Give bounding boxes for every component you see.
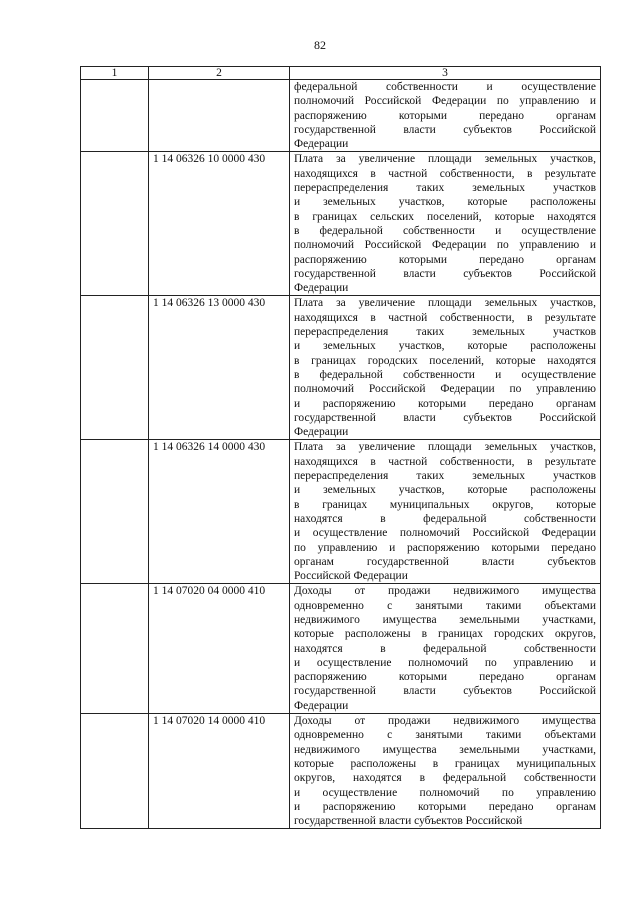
- table-row: [81, 80, 601, 152]
- table-row: [81, 296, 601, 440]
- description-line: недвижимого имущества земельными участками,: [294, 613, 596, 626]
- revenue-description: [290, 80, 601, 152]
- description-line: находящихся в частной собственности, в результате: [294, 311, 596, 324]
- description-line: и осуществление полномочий по управлению: [294, 786, 596, 799]
- budget-classification-code: 1 14 06326 10 0000 430: [149, 152, 290, 296]
- revenue-codes-table: [80, 66, 601, 829]
- description-line: находящихся в частной собственности, в результате: [294, 167, 596, 180]
- description-line: перераспределения таких земельных участков: [294, 470, 596, 483]
- description-line: которые расположены в границах городских округов,: [294, 628, 596, 641]
- table-row: [81, 152, 601, 296]
- revenue-description: [290, 152, 601, 296]
- description-line: Федерации: [294, 426, 349, 439]
- budget-classification-code: 1 14 07020 04 0000 410: [149, 584, 290, 714]
- description-line: в границах городских поселений, которые находятся: [294, 354, 596, 367]
- description-line: и земельных участков, которые расположены: [294, 340, 596, 353]
- description-line: полномочий Российской Федерации по управлению и: [294, 95, 596, 108]
- description-line: Плата за увеличение площади земельных участков,: [294, 153, 596, 166]
- description-line: Доходы от продажи недвижимого имущества: [294, 585, 596, 598]
- description-line: Российской Федерации: [294, 570, 408, 583]
- description-line: перераспределения таких земельных участков: [294, 326, 596, 339]
- description-line: перераспределения таких земельных участков: [294, 182, 596, 195]
- admin-code-cell: [81, 440, 149, 584]
- description-line: Плата за увеличение площади земельных участков,: [294, 441, 596, 454]
- description-line: государственной власти субъектов Российской: [294, 411, 596, 424]
- description-line: находящихся в частной собственности, в результате: [294, 455, 596, 468]
- description-line: по управлению и распоряжению которыми передано: [294, 541, 596, 554]
- description-line: недвижимого имущества земельными участками,: [294, 743, 596, 756]
- budget-classification-code: 1 14 06326 13 0000 430: [149, 296, 290, 440]
- budget-classification-code: 1 14 07020 14 0000 410: [149, 714, 290, 829]
- description-line: распоряжению которыми передано органам: [294, 671, 596, 684]
- description-line: в границах сельских поселений, которые находятся: [294, 210, 596, 223]
- description-line: и осуществление полномочий Российской Федерации: [294, 527, 596, 540]
- description-line: в федеральной собственности и осуществление: [294, 368, 596, 381]
- description-line: и осуществление полномочий по управлению и: [294, 656, 596, 669]
- description-line: государственной власти субъектов Российской: [294, 815, 523, 828]
- description-line: государственной власти субъектов Российской: [294, 267, 596, 280]
- admin-code-cell: [81, 80, 149, 152]
- column-header-1: 1: [81, 67, 149, 80]
- description-line: Плата за увеличение площади земельных участков,: [294, 297, 596, 310]
- description-line: Доходы от продажи недвижимого имущества: [294, 715, 596, 728]
- description-line: и земельных участков, которые расположены: [294, 484, 596, 497]
- description-line: органам государственной власти субъектов: [294, 555, 596, 568]
- table-body: [81, 80, 601, 829]
- admin-code-cell: [81, 714, 149, 829]
- description-line: распоряжению которыми передано органам: [294, 109, 596, 122]
- description-line: государственной власти субъектов Российской: [294, 685, 596, 698]
- description-line: федеральной собственности и осуществление: [294, 81, 596, 93]
- description-line: государственной власти субъектов Российской: [294, 123, 596, 136]
- description-line: одновременно с занятыми такими объектами: [294, 729, 596, 742]
- revenue-description: [290, 714, 601, 829]
- table-row: [81, 584, 601, 714]
- column-header-3: 3: [290, 67, 601, 80]
- description-line: находятся в федеральной собственности: [294, 512, 596, 525]
- description-line: в границах муниципальных округов, которые: [294, 498, 596, 511]
- table-header-row: [81, 67, 601, 80]
- description-line: и распоряжению которыми передано органам: [294, 800, 596, 813]
- column-header-2: 2: [149, 67, 290, 80]
- revenue-description: [290, 440, 601, 584]
- table-row: [81, 440, 601, 584]
- description-line: полномочий Российской Федерации по управлению: [294, 383, 596, 396]
- table-row: [81, 714, 601, 829]
- description-line: в федеральной собственности и осуществление: [294, 224, 596, 237]
- revenue-description: [290, 296, 601, 440]
- description-line: и распоряжению которыми передано органам: [294, 397, 596, 410]
- admin-code-cell: [81, 584, 149, 714]
- admin-code-cell: [81, 152, 149, 296]
- description-line: находятся в федеральной собственности: [294, 642, 596, 655]
- page-number: 82: [314, 38, 326, 52]
- description-line: округов, находятся в федеральной собственности: [294, 772, 596, 785]
- description-line: распоряжению которыми передано органам: [294, 253, 596, 266]
- description-line: Федерации: [294, 282, 349, 295]
- admin-code-cell: [81, 296, 149, 440]
- description-line: одновременно с занятыми такими объектами: [294, 599, 596, 612]
- revenue-description: [290, 584, 601, 714]
- description-line: Федерации: [294, 699, 349, 712]
- description-line: полномочий Российской Федерации по управлению и: [294, 239, 596, 252]
- description-line: которые расположены в границах муниципальных: [294, 757, 596, 770]
- description-line: Федерации: [294, 138, 349, 151]
- budget-classification-code: 1 14 06326 14 0000 430: [149, 440, 290, 584]
- budget-classification-code: [149, 80, 290, 152]
- description-line: и земельных участков, которые расположены: [294, 196, 596, 209]
